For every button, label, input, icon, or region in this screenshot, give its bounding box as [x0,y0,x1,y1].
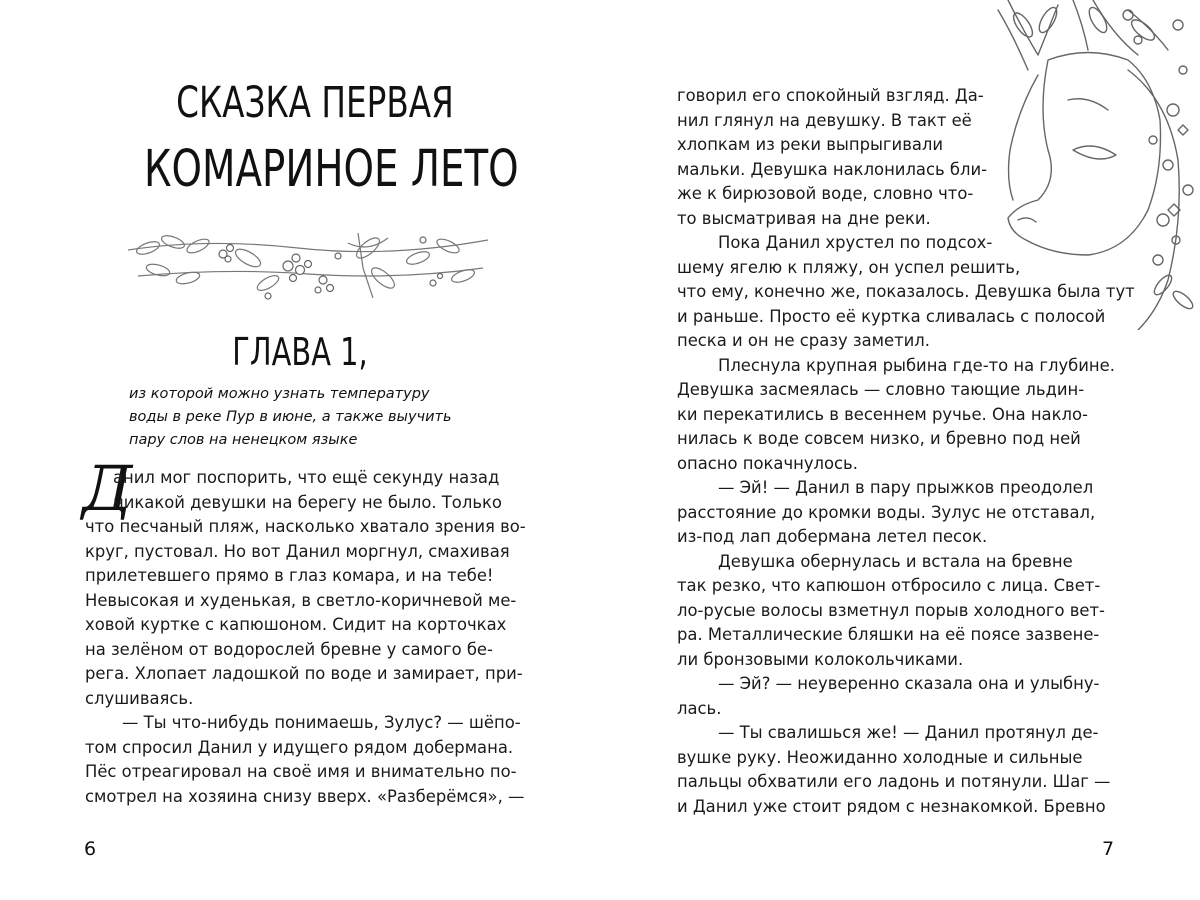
text-line: опасно покачнулось. [677,453,858,473]
text-line: Невысокая и худенькая, в светло-коричневой ме- [85,590,517,610]
text-line: — Ты что-нибудь понимаешь, Зулус? — шёпо- [122,713,521,732]
story-title-line2: КОМАРИНОЕ ЛЕТО [144,140,519,199]
text-line: том спросил Данил у идущего рядом добермана. [85,737,514,757]
text-line: лась. [677,698,722,718]
text-line: Плеснула крупная рыбина где-то на глубине. [718,355,1115,375]
text-line: круг, пустовал. Но вот Данил моргнул, смахивая [85,541,510,561]
text-line: нил глянул на девушку. В такт её [677,110,972,130]
text-line: — Ты свалишься же! — Данил протянул де- [718,723,1099,742]
chapter-subtitle [129,383,489,452]
text-line: Девушка обернулась и встала на бревне [718,551,1073,571]
text-line: смотрел на хозяина снизу вверх. «Разберёмся», — [85,786,525,806]
page-number-right: 7 [1102,838,1115,860]
text-line: что песчаный пляж, насколько хватало зрения во- [85,517,526,536]
text-line: хлопкам из реки выпрыгивали [677,135,944,154]
text-line: так резко, что капюшон отбросило с лица. Свет- [677,576,1101,595]
text-line: и Данил уже стоит рядом с незнакомкой. Бревно [677,796,1106,816]
text-line: слушиваясь. [85,688,194,708]
text-line: Пока Данил хрустел по подсох- [718,233,993,252]
text-line: ки перекатились в весеннем ручье. Она накло- [677,404,1088,424]
text-line: ховой куртке с капюшоном. Сидит на корточках [85,615,507,634]
chapter-heading: ГЛАВА 1, [232,330,368,374]
text-line: ра. Металлические бляшки на её поясе зазвене- [677,625,1100,644]
left-body-text [85,466,530,809]
text-line: из-под лап добермана летел песок. [677,527,988,546]
floral-ornament [118,228,496,303]
text-line: анил мог поспорить, что ещё секунду назад [113,468,500,487]
text-line: никакой девушки на берегу не было. Только [113,492,502,512]
chapter-subtitle-line: воды в реке Пур в июне, а также выучить [129,409,452,425]
text-line: прилетевшего прямо в глаз комара, и на тебе! [85,566,494,585]
text-line: — Эй! — Данил в пару прыжков преодолел [718,478,1094,497]
drop-cap: Д [82,452,133,525]
text-line: то высматривая на дне реки. [677,208,931,228]
chapter-subtitle-line: пару слов на ненецком языке [129,432,358,448]
chapter-subtitle-line: из которой можно узнать температуру [129,386,430,402]
text-line: и раньше. Просто её куртка сливалась с полосой [677,306,1106,326]
text-line: — Эй? — неуверенно сказала она и улыбну- [718,674,1100,693]
text-line: же к бирюзовой воде, словно что- [677,184,974,203]
text-line: на зелёном от водорослей бревне у самого бе- [85,639,493,659]
text-line: песка и он не сразу заметил. [677,331,930,350]
story-title-line1: СКАЗКА ПЕРВАЯ [176,78,454,128]
text-line: ли бронзовыми колокольчиками. [677,649,964,669]
deer-illustration [978,0,1200,330]
text-line: мальки. Девушка наклонилась бли- [677,159,988,179]
text-line: пальцы обхватили его ладонь и потянули. Шаг — [677,772,1111,791]
text-line: ло-русые волосы взметнул порыв холодного вет- [677,600,1105,620]
text-line: что ему, конечно же, показалось. Девушка была тут [677,282,1135,301]
page-number-left: 6 [84,838,97,860]
text-line: Девушка засмеялась — словно тающие льдин- [677,380,1085,399]
text-line: рега. Хлопает ладошкой по воде и замирает, при- [85,664,523,683]
text-line: Пёс отреагировал на своё имя и внимательно по- [85,762,517,781]
text-line: шему ягелю к пляжу, он успел решить, [677,257,1021,277]
text-line: вушке руку. Неожиданно холодные и сильные [677,747,1083,767]
text-line: нилась к воде совсем низко, и бревно под ней [677,429,1081,448]
text-line: расстояние до кромки воды. Зулус не отставал, [677,502,1096,522]
text-line: говорил его спокойный взгляд. Да- [677,86,984,105]
